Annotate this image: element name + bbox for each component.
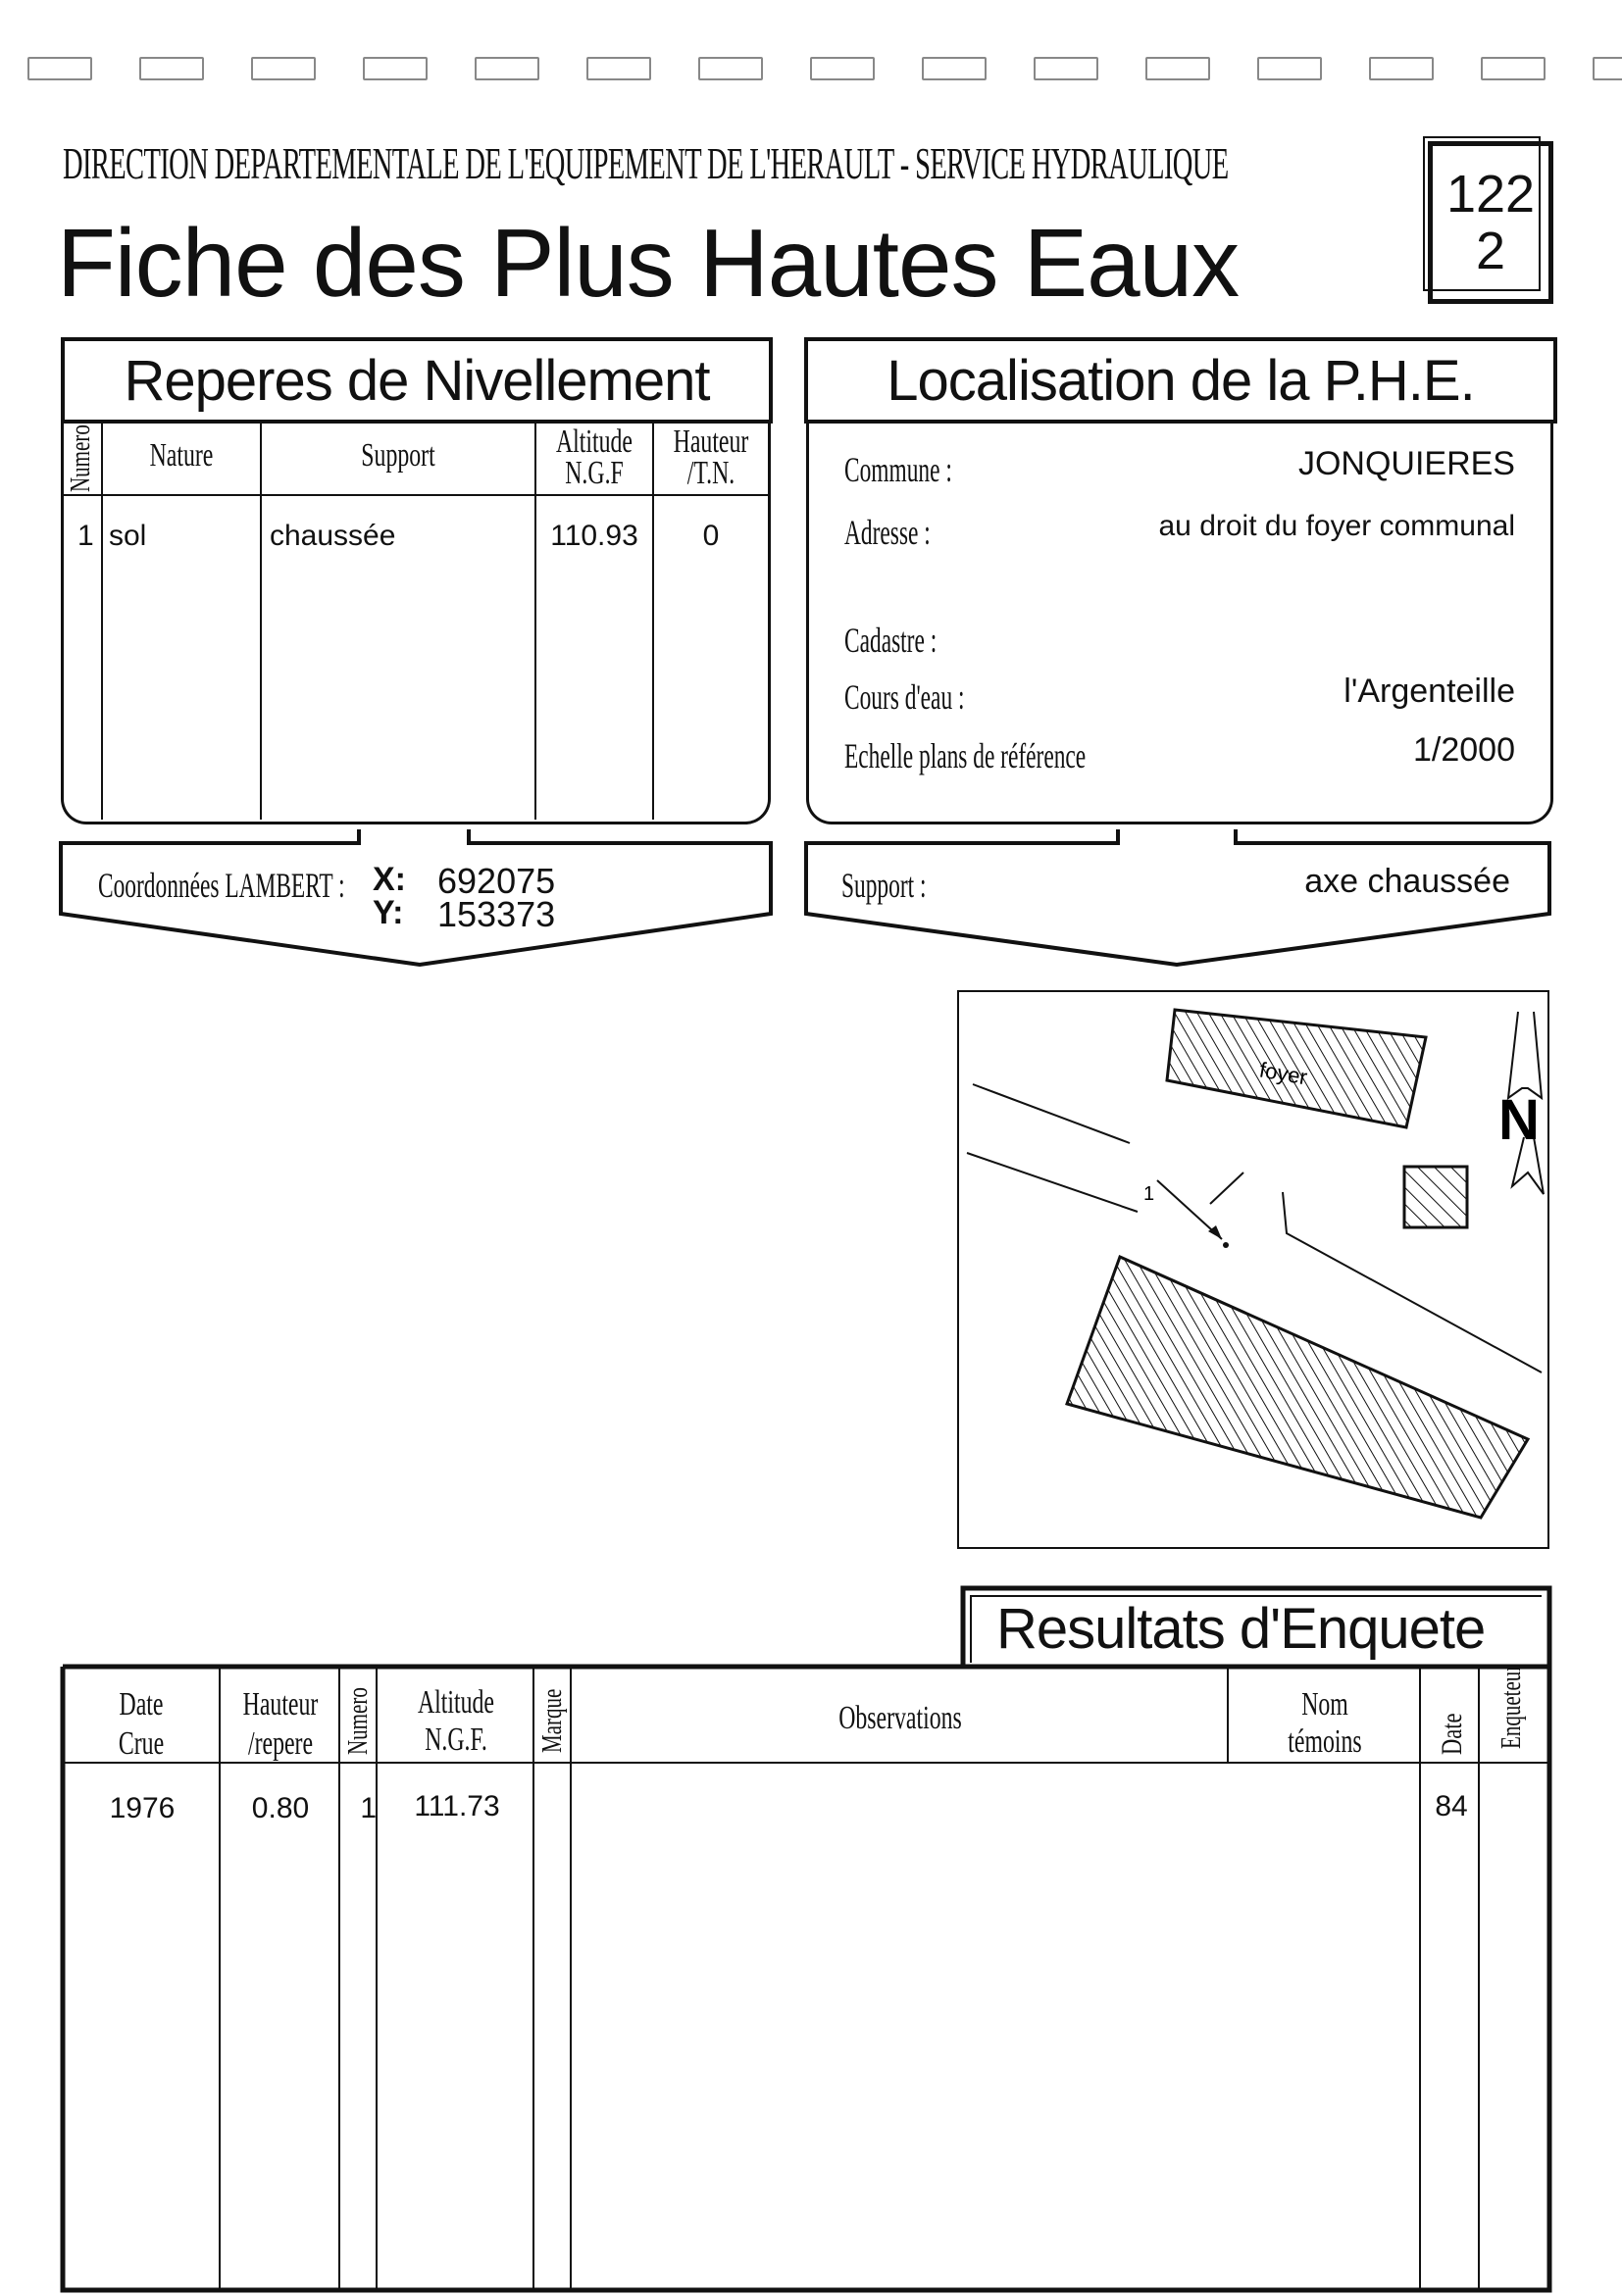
col-altitude-result: Altitude [417,1684,495,1721]
col-nature: Nature [149,437,214,474]
y-label: Y: [373,894,404,931]
y-value: 153373 [437,894,556,934]
col-hauteur-repere: Hauteur [242,1686,319,1722]
col-hauteur: Hauteur [673,424,749,460]
north-label: N [1498,1088,1540,1152]
localisation-header [804,337,1557,424]
page-title: Fiche des Plus Hautes Eaux [57,209,1240,317]
col-observations: Observations [838,1700,962,1736]
col-numero: Numero [66,424,96,492]
x-label: X: [373,861,406,898]
location-map [957,990,1549,1549]
col-altitude: Altitude [555,424,634,460]
col-crue: Crue [118,1725,165,1762]
support-label: Support : [841,866,927,905]
large-building [1067,1257,1528,1518]
col-support: Support [361,437,435,474]
col-repere: /repere [247,1725,314,1762]
reperes-title: Reperes de Nivellement [124,348,710,413]
col-enqueteur: Enqueteur [1496,1664,1527,1749]
resultats-title: Resultats d'Enquete [996,1597,1486,1661]
result-altitude: 111.73 [414,1790,500,1822]
commune-label: Commune : [844,450,952,489]
reference-sub: 2 [1475,222,1506,280]
col-numero-result: Numero [343,1687,374,1755]
col-marque: Marque [537,1688,568,1753]
result-hauteur: 0.80 [251,1792,310,1824]
row-support: chaussée [270,520,396,552]
row-hauteur: 0 [702,520,720,552]
row-altitude: 110.93 [550,520,638,552]
result-date-crue: 1976 [109,1792,176,1824]
point-marker [1223,1242,1229,1248]
echelle-label: Echelle plans de référence [844,736,1087,775]
col-nom: Nom [1301,1686,1348,1722]
localisation-title: Localisation de la P.H.E. [887,348,1475,413]
col-hauteur-unit: /T.N. [686,455,735,491]
col-date: Date [1436,1713,1468,1755]
col-date-crue: Date [119,1686,164,1722]
point-label: 1 [1143,1183,1155,1205]
cours-label: Cours d'eau : [844,677,965,717]
small-building [1404,1167,1467,1227]
reperes-header [61,337,773,424]
punch-holes [27,57,1622,82]
result-date: 84 [1435,1790,1468,1822]
row-numero: 1 [77,520,94,552]
echelle-value: 1/2000 [1413,731,1515,769]
cadastre-label: Cadastre : [844,621,938,660]
reperes-table [61,420,771,824]
col-ngf-result: N.G.F. [425,1722,487,1758]
adresse-label: Adresse : [844,513,931,552]
direction-line: DIRECTION DEPARTEMENTALE DE L'EQUIPEMENT DE L'HERAULT - SERVICE HYDRAULIQUE [63,138,1229,188]
x-value: 692075 [437,861,556,901]
commune-value: JONQUIERES [1297,445,1515,482]
localisation-panel [806,420,1553,824]
support-value: axe chaussée [1304,863,1510,900]
cours-value: l'Argenteille [1343,673,1515,710]
adresse-value: au droit du foyer communal [1158,510,1515,542]
result-numero: 1 [360,1792,377,1824]
foyer-label: foyer [1257,1057,1309,1090]
col-temoins: témoins [1288,1723,1362,1760]
col-altitude-unit: N.G.F [565,455,624,491]
reference-number: 122 [1445,165,1536,224]
reference-box [1428,141,1553,304]
north-arrow [1508,1012,1542,1098]
row-nature: sol [109,520,147,552]
coordinates-label: Coordonnées LAMBERT : [98,866,345,905]
